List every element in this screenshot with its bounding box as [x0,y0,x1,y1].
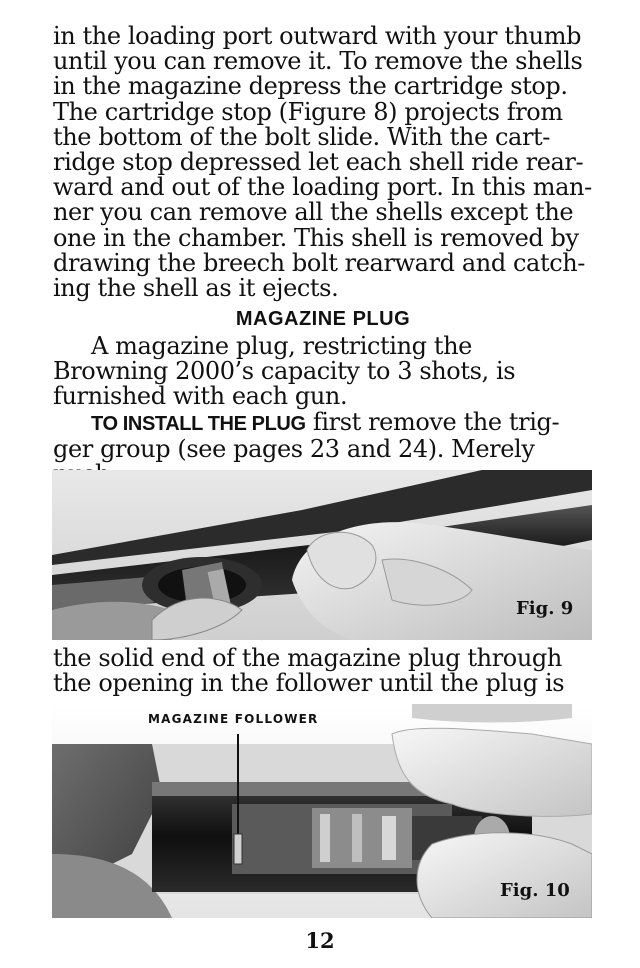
paragraph-4-text: the solid end of the magazine plug through the opening in the follower until the plug is [53,644,565,698]
paragraph-1-text: in the loading port outward with your thumb until you can remove it. To remove the shells in the magazine depress the cartridge stop. The cartridge stop (Figure 8) projects from the bottom of the bolt slide. With the cart-ridge stop depressed let each shell ride rear-ward and out of the loading port. In this man-ner you can remove all the shells except the one in the chamber. This shell is removed by drawing the breech bolt rearward and catch-ing the shell as it ejects. [53,22,592,303]
figure-9-label: Fig. 9 [516,598,574,619]
paragraph-1 [53,24,593,301]
install-plug-lead: TO INSTALL THE PLUG [91,413,306,435]
page-number: 12 [305,928,335,953]
paragraph-2 [53,334,593,410]
paragraph-4 [53,646,593,696]
figure-9-image [52,470,592,640]
figure-10-photo [52,704,592,918]
figure-10-label: Fig. 10 [500,880,570,901]
figure-9-photo [52,470,592,640]
paragraph-2-text: A magazine plug, restricting the Browning 2000’s capacity to 3 shots, is furnished with each gun. [53,332,516,411]
paragraph-3-rest: first remove the trig-ger group (see pages 23 and 24). Merely [53,408,560,464]
section-heading: MAGAZINE PLUG [235,308,411,330]
magazine-follower-callout: MAGAZINE FOLLOWER [148,712,319,726]
